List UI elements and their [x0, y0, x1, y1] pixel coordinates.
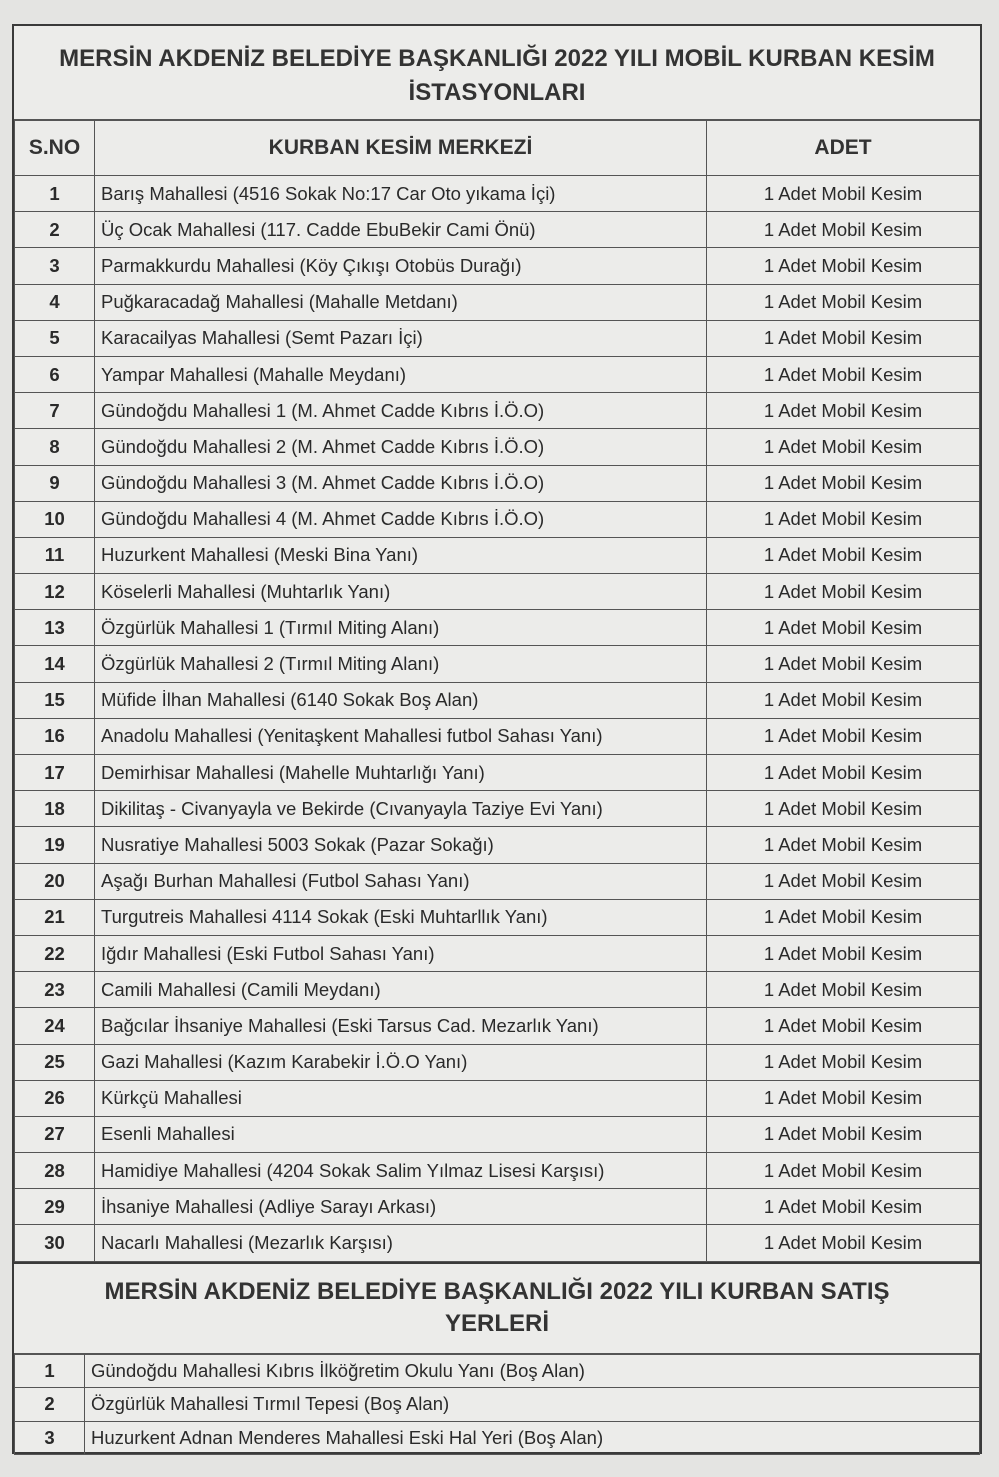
- row-number: 21: [15, 899, 95, 935]
- row-location: Barış Mahallesi (4516 Sokak No:17 Car Oto yıkama İçi): [95, 176, 707, 212]
- table-row: [15, 610, 980, 646]
- row-location: Gündoğdu Mahallesi Kıbrıs İlköğretim Okulu Yanı (Boş Alan): [85, 1354, 980, 1388]
- table-row: [15, 791, 980, 827]
- row-number: 4: [15, 284, 95, 320]
- row-count: 1 Adet Mobil Kesim: [707, 429, 980, 465]
- table-row: [15, 646, 980, 682]
- row-number: 27: [15, 1116, 95, 1152]
- row-number: 3: [15, 1421, 85, 1455]
- table-row: [15, 320, 980, 356]
- row-location: Nacarlı Mahallesi (Mezarlık Karşısı): [95, 1225, 707, 1261]
- row-number: 26: [15, 1080, 95, 1116]
- row-count: 1 Adet Mobil Kesim: [707, 1008, 980, 1044]
- table-row: [15, 429, 980, 465]
- table-row: [15, 1189, 980, 1225]
- row-number: 5: [15, 320, 95, 356]
- table-row: [15, 935, 980, 971]
- row-location: Huzurkent Mahallesi (Meski Bina Yanı): [95, 537, 707, 573]
- row-location: Karacailyas Mahallesi (Semt Pazarı İçi): [95, 320, 707, 356]
- row-number: 1: [15, 1354, 85, 1388]
- row-number: 16: [15, 718, 95, 754]
- table-row: [15, 682, 980, 718]
- row-number: 7: [15, 393, 95, 429]
- row-number: 14: [15, 646, 95, 682]
- row-location: Hamidiye Mahallesi (4204 Sokak Salim Yılmaz Lisesi Karşısı): [95, 1153, 707, 1189]
- row-count: 1 Adet Mobil Kesim: [707, 718, 980, 754]
- row-count: 1 Adet Mobil Kesim: [707, 574, 980, 610]
- row-count: 1 Adet Mobil Kesim: [707, 1044, 980, 1080]
- row-location: Bağcılar İhsaniye Mahallesi (Eski Tarsus Cad. Mezarlık Yanı): [95, 1008, 707, 1044]
- table-row: [15, 1153, 980, 1189]
- table-row: [15, 393, 980, 429]
- row-count: 1 Adet Mobil Kesim: [707, 501, 980, 537]
- row-number: 29: [15, 1189, 95, 1225]
- row-count: 1 Adet Mobil Kesim: [707, 537, 980, 573]
- stations-table: [14, 120, 980, 1262]
- table-row: [15, 718, 980, 754]
- row-number: 9: [15, 465, 95, 501]
- row-count: 1 Adet Mobil Kesim: [707, 646, 980, 682]
- header-count: ADET: [707, 121, 980, 176]
- row-count: 1 Adet Mobil Kesim: [707, 863, 980, 899]
- row-count: 1 Adet Mobil Kesim: [707, 1225, 980, 1261]
- sales-title: MERSİN AKDENİZ BELEDİYE BAŞKANLIĞI 2022 YILI KURBAN SATIŞ YERLERİ: [14, 1262, 980, 1354]
- row-count: 1 Adet Mobil Kesim: [707, 755, 980, 791]
- row-location: Turgutreis Mahallesi 4114 Sokak (Eski Muhtarllık Yanı): [95, 899, 707, 935]
- row-count: 1 Adet Mobil Kesim: [707, 284, 980, 320]
- row-number: 8: [15, 429, 95, 465]
- row-number: 24: [15, 1008, 95, 1044]
- row-location: Köselerli Mahallesi (Muhtarlık Yanı): [95, 574, 707, 610]
- row-location: Demirhisar Mahallesi (Mahelle Muhtarlığı Yanı): [95, 755, 707, 791]
- header-sno: S.NO: [15, 121, 95, 176]
- row-location: Kürkçü Mahallesi: [95, 1080, 707, 1116]
- stations-title: MERSİN AKDENİZ BELEDİYE BAŞKANLIĞI 2022 YILI MOBİL KURBAN KESİM İSTASYONLARI: [14, 26, 980, 120]
- row-location: İhsaniye Mahallesi (Adliye Sarayı Arkası): [95, 1189, 707, 1225]
- row-count: 1 Adet Mobil Kesim: [707, 465, 980, 501]
- row-count: 1 Adet Mobil Kesim: [707, 320, 980, 356]
- row-number: 17: [15, 755, 95, 791]
- table-row: [15, 465, 980, 501]
- row-number: 19: [15, 827, 95, 863]
- table-row: [15, 899, 980, 935]
- row-number: 13: [15, 610, 95, 646]
- row-location: Müfide İlhan Mahallesi (6140 Sokak Boş Alan): [95, 682, 707, 718]
- header-center: KURBAN KESİM MERKEZİ: [95, 121, 707, 176]
- row-count: 1 Adet Mobil Kesim: [707, 393, 980, 429]
- row-number: 18: [15, 791, 95, 827]
- table-row: [15, 755, 980, 791]
- row-count: 1 Adet Mobil Kesim: [707, 972, 980, 1008]
- row-location: Gündoğdu Mahallesi 3 (M. Ahmet Cadde Kıbrıs İ.Ö.O): [95, 465, 707, 501]
- row-location: Huzurkent Adnan Menderes Mahallesi Eski Hal Yeri (Boş Alan): [85, 1421, 980, 1455]
- row-number: 20: [15, 863, 95, 899]
- row-count: 1 Adet Mobil Kesim: [707, 212, 980, 248]
- row-location: Nusratiye Mahallesi 5003 Sokak (Pazar Sokağı): [95, 827, 707, 863]
- row-location: Üç Ocak Mahallesi (117. Cadde EbuBekir Cami Önü): [95, 212, 707, 248]
- stations-body: [15, 176, 980, 1262]
- row-location: Özgürlük Mahallesi 1 (Tırmıl Miting Alanı): [95, 610, 707, 646]
- table-row: [15, 284, 980, 320]
- row-location: Iğdır Mahallesi (Eski Futbol Sahası Yanı): [95, 935, 707, 971]
- row-count: 1 Adet Mobil Kesim: [707, 791, 980, 827]
- row-count: 1 Adet Mobil Kesim: [707, 899, 980, 935]
- row-location: Özgürlük Mahallesi Tırmıl Tepesi (Boş Alan): [85, 1388, 980, 1422]
- row-count: 1 Adet Mobil Kesim: [707, 248, 980, 284]
- table-row: [15, 537, 980, 573]
- row-location: Özgürlük Mahallesi 2 (Tırmıl Miting Alanı): [95, 646, 707, 682]
- table-row: [15, 501, 980, 537]
- row-number: 6: [15, 356, 95, 392]
- table-row: [15, 1080, 980, 1116]
- row-count: 1 Adet Mobil Kesim: [707, 176, 980, 212]
- table-row: [15, 972, 980, 1008]
- row-location: Gazi Mahallesi (Kazım Karabekir İ.Ö.O Yanı): [95, 1044, 707, 1080]
- row-location: Camili Mahallesi (Camili Meydanı): [95, 972, 707, 1008]
- row-number: 10: [15, 501, 95, 537]
- row-count: 1 Adet Mobil Kesim: [707, 1189, 980, 1225]
- table-row: [15, 356, 980, 392]
- row-number: 22: [15, 935, 95, 971]
- row-count: 1 Adet Mobil Kesim: [707, 682, 980, 718]
- table-row: [15, 1044, 980, 1080]
- row-location: Dikilitaş - Civanyayla ve Bekirde (Cıvanyayla Taziye Evi Yanı): [95, 791, 707, 827]
- table-row: [15, 1354, 980, 1388]
- row-number: 25: [15, 1044, 95, 1080]
- row-count: 1 Adet Mobil Kesim: [707, 935, 980, 971]
- sales-table: [14, 1354, 980, 1456]
- table-row: [15, 827, 980, 863]
- row-location: Gündoğdu Mahallesi 4 (M. Ahmet Cadde Kıbrıs İ.Ö.O): [95, 501, 707, 537]
- table-row: [15, 1388, 980, 1422]
- sales-body: [15, 1354, 980, 1455]
- table-row: [15, 1008, 980, 1044]
- row-location: Gündoğdu Mahallesi 2 (M. Ahmet Cadde Kıbrıs İ.Ö.O): [95, 429, 707, 465]
- table-row: [15, 176, 980, 212]
- row-number: 12: [15, 574, 95, 610]
- row-number: 11: [15, 537, 95, 573]
- row-number: 15: [15, 682, 95, 718]
- row-number: 28: [15, 1153, 95, 1189]
- row-location: Gündoğdu Mahallesi 1 (M. Ahmet Cadde Kıbrıs İ.Ö.O): [95, 393, 707, 429]
- stations-header-row: [15, 121, 980, 176]
- row-count: 1 Adet Mobil Kesim: [707, 1080, 980, 1116]
- row-location: Esenli Mahallesi: [95, 1116, 707, 1152]
- table-row: [15, 863, 980, 899]
- row-count: 1 Adet Mobil Kesim: [707, 1116, 980, 1152]
- row-number: 23: [15, 972, 95, 1008]
- row-location: Puğkaracadağ Mahallesi (Mahalle Metdanı): [95, 284, 707, 320]
- row-location: Anadolu Mahallesi (Yenitaşkent Mahallesi futbol Sahası Yanı): [95, 718, 707, 754]
- table-row: [15, 1116, 980, 1152]
- table-row: [15, 248, 980, 284]
- table-row: [15, 574, 980, 610]
- row-number: 2: [15, 1388, 85, 1422]
- row-number: 3: [15, 248, 95, 284]
- document-sheet: [12, 24, 982, 1454]
- row-count: 1 Adet Mobil Kesim: [707, 610, 980, 646]
- row-number: 2: [15, 212, 95, 248]
- table-row: [15, 1225, 980, 1261]
- row-count: 1 Adet Mobil Kesim: [707, 827, 980, 863]
- row-number: 30: [15, 1225, 95, 1261]
- row-count: 1 Adet Mobil Kesim: [707, 1153, 980, 1189]
- table-row: [15, 1421, 980, 1455]
- row-location: Yampar Mahallesi (Mahalle Meydanı): [95, 356, 707, 392]
- row-number: 1: [15, 176, 95, 212]
- row-location: Aşağı Burhan Mahallesi (Futbol Sahası Yanı): [95, 863, 707, 899]
- row-count: 1 Adet Mobil Kesim: [707, 356, 980, 392]
- table-row: [15, 212, 980, 248]
- row-location: Parmakkurdu Mahallesi (Köy Çıkışı Otobüs Durağı): [95, 248, 707, 284]
